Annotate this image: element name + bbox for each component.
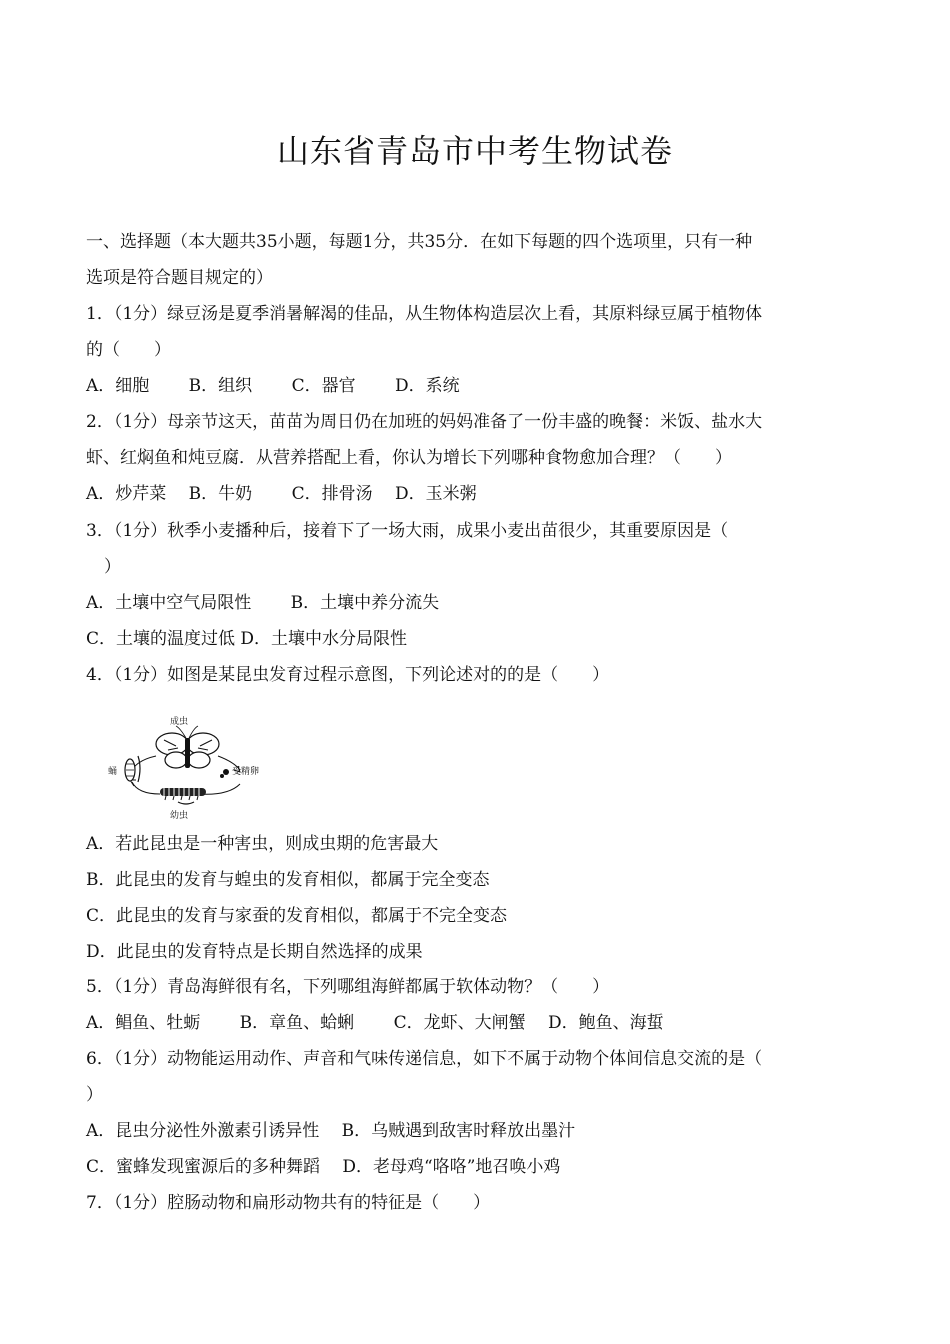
question-3-cont: ） — [104, 557, 121, 577]
label-pupa: 蛹 — [108, 767, 118, 777]
label-egg: 受精卵 — [232, 767, 260, 777]
question-4-option-b: B．此昆虫的发育与蝗虫的发育相似，都属于完全变态 — [86, 870, 490, 890]
question-2-cont: 虾、红焖鱼和炖豆腐．从营养搭配上看，你认为增长下列哪种食物愈加合理？（ ） — [86, 448, 732, 468]
question-6-cont: ） — [86, 1085, 103, 1105]
question-6: 6．（1分）动物能运用动作、声音和气味传递信息，如下不属于动物个体间信息交流的是（ — [86, 1049, 763, 1069]
question-2: 2．（1分）母亲节这天，苗苗为周日仍在加班的妈妈准备了一份丰盛的晚餐：米饭、盐水大 — [86, 412, 763, 432]
question-1-options: A．细胞 B．组织 C．器官 D．系统 — [86, 376, 460, 396]
question-1-cont: 的（ ） — [86, 340, 171, 360]
section-heading-cont: 选项是符合题目规定的） — [86, 268, 273, 288]
question-7: 7．（1分）腔肠动物和扁形动物共有的特征是（ ） — [86, 1193, 491, 1213]
question-6-options-ab: A．昆虫分泌性外激素引诱异性 B．乌贼遇到敌害时释放出墨汁 — [86, 1121, 576, 1141]
butterfly-icon — [156, 726, 219, 768]
question-3-options-ab: A．土壤中空气局限性 B．土壤中养分流失 — [86, 593, 440, 613]
question-3-options-cd: C．土壤的温度过低 D．土壤中水分局限性 — [86, 629, 408, 649]
label-larva: 幼虫 — [170, 811, 189, 821]
question-4-option-d: D．此昆虫的发育特点是长期自然选择的成果 — [86, 942, 423, 962]
insect-development-diagram — [108, 708, 278, 840]
question-5: 5．（1分）青岛海鲜很有名，下列哪组海鲜都属于软体动物？（ ） — [86, 977, 610, 997]
question-6-options-cd: C．蜜蜂发现蜜源后的多种舞蹈 D．老母鸡“咯咯”地召唤小鸡 — [86, 1157, 561, 1177]
label-adult: 成虫 — [170, 717, 189, 727]
question-4: 4．（1分）如图是某昆虫发育过程示意图，下列论述对的的是（ ） — [86, 665, 610, 685]
egg-icon — [220, 769, 229, 778]
question-4-option-a: A．若此昆虫是一种害虫，则成虫期的危害最大 — [86, 834, 439, 854]
pupa-icon — [125, 756, 140, 782]
question-3: 3．（1分）秋季小麦播种后，接着下了一场大雨，成果小麦出苗很少，其重要原因是（ — [86, 521, 729, 541]
caterpillar-icon — [160, 788, 206, 804]
question-1: 1．（1分）绿豆汤是夏季消暑解渴的佳品，从生物体构造层次上看，其原料绿豆属于植物体 — [86, 304, 763, 324]
question-4-option-c: C．此昆虫的发育与家蚕的发育相似，都属于不完全变态 — [86, 906, 508, 926]
question-5-options: A．鲳鱼、牡蛎 B．章鱼、蛤蜊 C．龙虾、大闸蟹 D．鲍鱼、海蜇 — [86, 1013, 664, 1033]
question-2-options: A．炒芹菜 B．牛奶 C．排骨汤 D．玉米粥 — [86, 484, 477, 504]
document-title: 山东省青岛市中考生物试卷 — [276, 132, 673, 170]
section-heading: 一、选择题（本大题共35小题，每题1分，共35分．在如下每题的四个选项里，只有一种 — [86, 232, 753, 252]
